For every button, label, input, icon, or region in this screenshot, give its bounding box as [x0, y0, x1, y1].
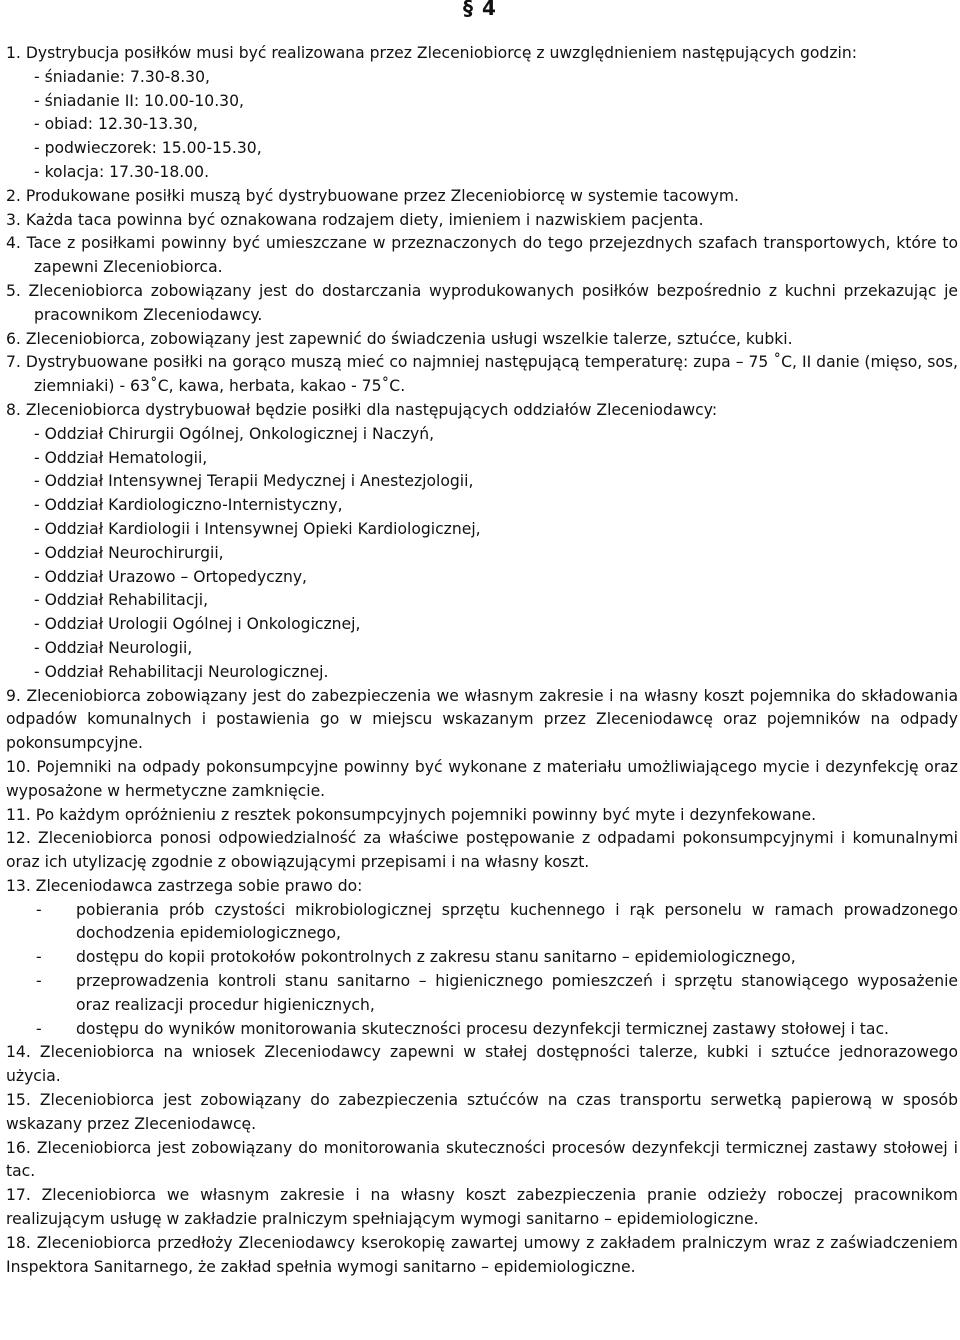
dash-bullet: -: [36, 900, 42, 919]
point-4: 4. Tace z posiłkami powinny być umieszczane w przeznaczonych do tego przejezdnych szafach transportowych, które to zapewni Zleceniobiorca.: [6, 234, 958, 277]
point-13-item: [6, 946, 958, 970]
point-13-item-text: pobierania prób czystości mikrobiologicznej sprzętu kuchennego i rąk personelu w ramach prowadzonego dochodzenia epidemiologicznego,: [76, 900, 958, 943]
point-18: 18. Zleceniobiorca przedłoży Zleceniodawcy kserokopię zawartej umowy z zakładem pralniczym wraz z zaświadczeniem Inspektora Sanitarnego, że zakład spełnia wymogi sanitarno – epidemiologiczne.: [6, 1233, 958, 1276]
ward-item: - Oddział Kardiologii i Intensywnej Opieki Kardiologicznej,: [34, 519, 481, 538]
dash-bullet: -: [36, 948, 42, 967]
point-5: 5. Zleceniobiorca zobowiązany jest do dostarczania wyprodukowanych posiłków bezpośrednio z kuchni przekazując je pracownikom Zleceniodawcy.: [6, 281, 958, 324]
point-9: 9. Zleceniobiorca zobowiązany jest do zabezpieczenia we własnym zakresie i na własny koszt pojemnika do składowania odpadów komunalnych i postawienia go w miejscu wskazanym przez Zleceniodawcę oraz pojemników na odpady pokonsumpcyjne.: [6, 686, 958, 753]
meal-hour-item: - śniadanie II: 10.00-10.30,: [34, 91, 244, 110]
point-13-item: [6, 899, 958, 947]
dash-bullet: -: [36, 972, 42, 991]
ward-item: - Oddział Kardiologiczno-Internistyczny,: [34, 496, 343, 515]
point-12: 12. Zleceniobiorca ponosi odpowiedzialność za właściwe postępowanie z odpadami pokonsumpcyjnymi i komunalnymi oraz ich utylizację zgodnie z obowiązującymi przepisami i na własny koszt.: [6, 829, 958, 872]
meal-hour-item: - obiad: 12.30-13.30,: [34, 115, 198, 134]
point-11: 11. Po każdym opróżnieniu z resztek pokonsumpcyjnych pojemniki powinny być myte i dezynfekowane.: [6, 805, 817, 824]
point-8-intro: 8. Zleceniobiorca dystrybuował będzie posiłki dla następujących oddziałów Zleceniodawcy:: [6, 400, 718, 419]
ward-item: - Oddział Urazowo – Ortopedyczny,: [34, 567, 308, 586]
point-13-item: [6, 1018, 958, 1042]
point-15: 15. Zleceniobiorca jest zobowiązany do zabezpieczenia sztućców na czas transportu serwetką papierową w sposób wskazany przez Zleceniodawcę.: [6, 1091, 958, 1133]
point-10: 10. Pojemniki na odpady pokonsumpcyjne powinny być wykonane z materiału umożliwiającego mycie i dezynfekcję oraz wyposażone w hermetyczne zamknięcie.: [6, 757, 958, 800]
ward-item: - Oddział Neurochirurgii,: [34, 543, 224, 562]
point-6: 6. Zleceniobiorca, zobowiązany jest zapewnić do świadczenia usługi wszelkie talerze, sztućce, kubki.: [6, 329, 793, 348]
point-1-intro: 1. Dystrybucja posiłków musi być realizowana przez Zleceniobiorcę z uwzględnieniem następujących godzin:: [6, 44, 857, 62]
ward-item: - Oddział Rehabilitacji Neurologicznej.: [34, 662, 329, 681]
meal-hour-item: - śniadanie: 7.30-8.30,: [34, 67, 210, 86]
meal-hours-list: [6, 66, 958, 185]
point-13-item-text: dostępu do wyników monitorowania skuteczności procesu dezynfekcji termicznej zastawy stołowej i tac.: [76, 1019, 889, 1038]
dash-bullet: -: [36, 1019, 42, 1038]
point-13-intro: 13. Zleceniodawca zastrzega sobie prawo do:: [6, 876, 363, 895]
point-3: 3. Każda taca powinna być oznakowana rodzajem diety, imieniem i nazwiskiem pacjenta.: [6, 210, 704, 229]
point-16: 16. Zleceniobiorca jest zobowiązany do monitorowania skuteczności procesów dezynfekcji termicznej zastawy stołowej i tac.: [6, 1138, 958, 1181]
section-heading: § 4: [463, 0, 497, 20]
ward-item: - Oddział Chirurgii Ogólnej, Onkologicznej i Naczyń,: [34, 424, 435, 443]
meal-hour-item: - podwieczorek: 15.00-15.30,: [34, 139, 262, 158]
point-13-item: [6, 970, 958, 1018]
ward-item: - Oddział Rehabilitacji,: [34, 591, 209, 610]
ward-item: - Oddział Urologii Ogólnej i Onkologicznej,: [34, 615, 361, 634]
point-14: 14. Zleceniobiorca na wniosek Zleceniodawcy zapewni w stałej dostępności talerze, kubki i sztućce jednorazowego użycia.: [6, 1043, 958, 1086]
point-13-item-text: dostępu do kopii protokołów pokontrolnych z zakresu stanu sanitarno – epidemiologicznego,: [76, 948, 796, 967]
ward-item: - Oddział Intensywnej Terapii Medycznej i Anestezjologii,: [34, 472, 474, 491]
document-content: [6, 42, 958, 1279]
wards-list: [6, 423, 958, 685]
point-13-item-text: przeprowadzenia kontroli stanu sanitarno – higienicznego pomieszczeń i sprzętu stanowiącego wyposażenie oraz realizacji procedur higienicznych,: [76, 972, 958, 1014]
meal-hour-item: - kolacja: 17.30-18.00.: [34, 162, 210, 181]
point-7: 7. Dystrybuowane posiłki na gorąco muszą mieć co najmniej następującą temperaturę: zupa – 75 ˚C, II danie (mięso, sos, ziemniaki) - 63˚C, kawa, herbata, kakao - 75˚C.: [6, 353, 958, 396]
ward-item: - Oddział Neurologii,: [34, 638, 193, 657]
ward-item: - Oddział Hematologii,: [34, 448, 208, 467]
point-2: 2. Produkowane posiłki muszą być dystrybuowane przez Zleceniobiorcę w systemie tacowym.: [6, 186, 739, 205]
point-17: 17. Zleceniobiorca we własnym zakresie i na własny koszt zabezpieczenia pranie odzieży roboczej pracownikom realizującym usługę w zakładzie pralniczym spełniającym wymogi sanitarno – epidemiologiczne.: [6, 1186, 958, 1229]
